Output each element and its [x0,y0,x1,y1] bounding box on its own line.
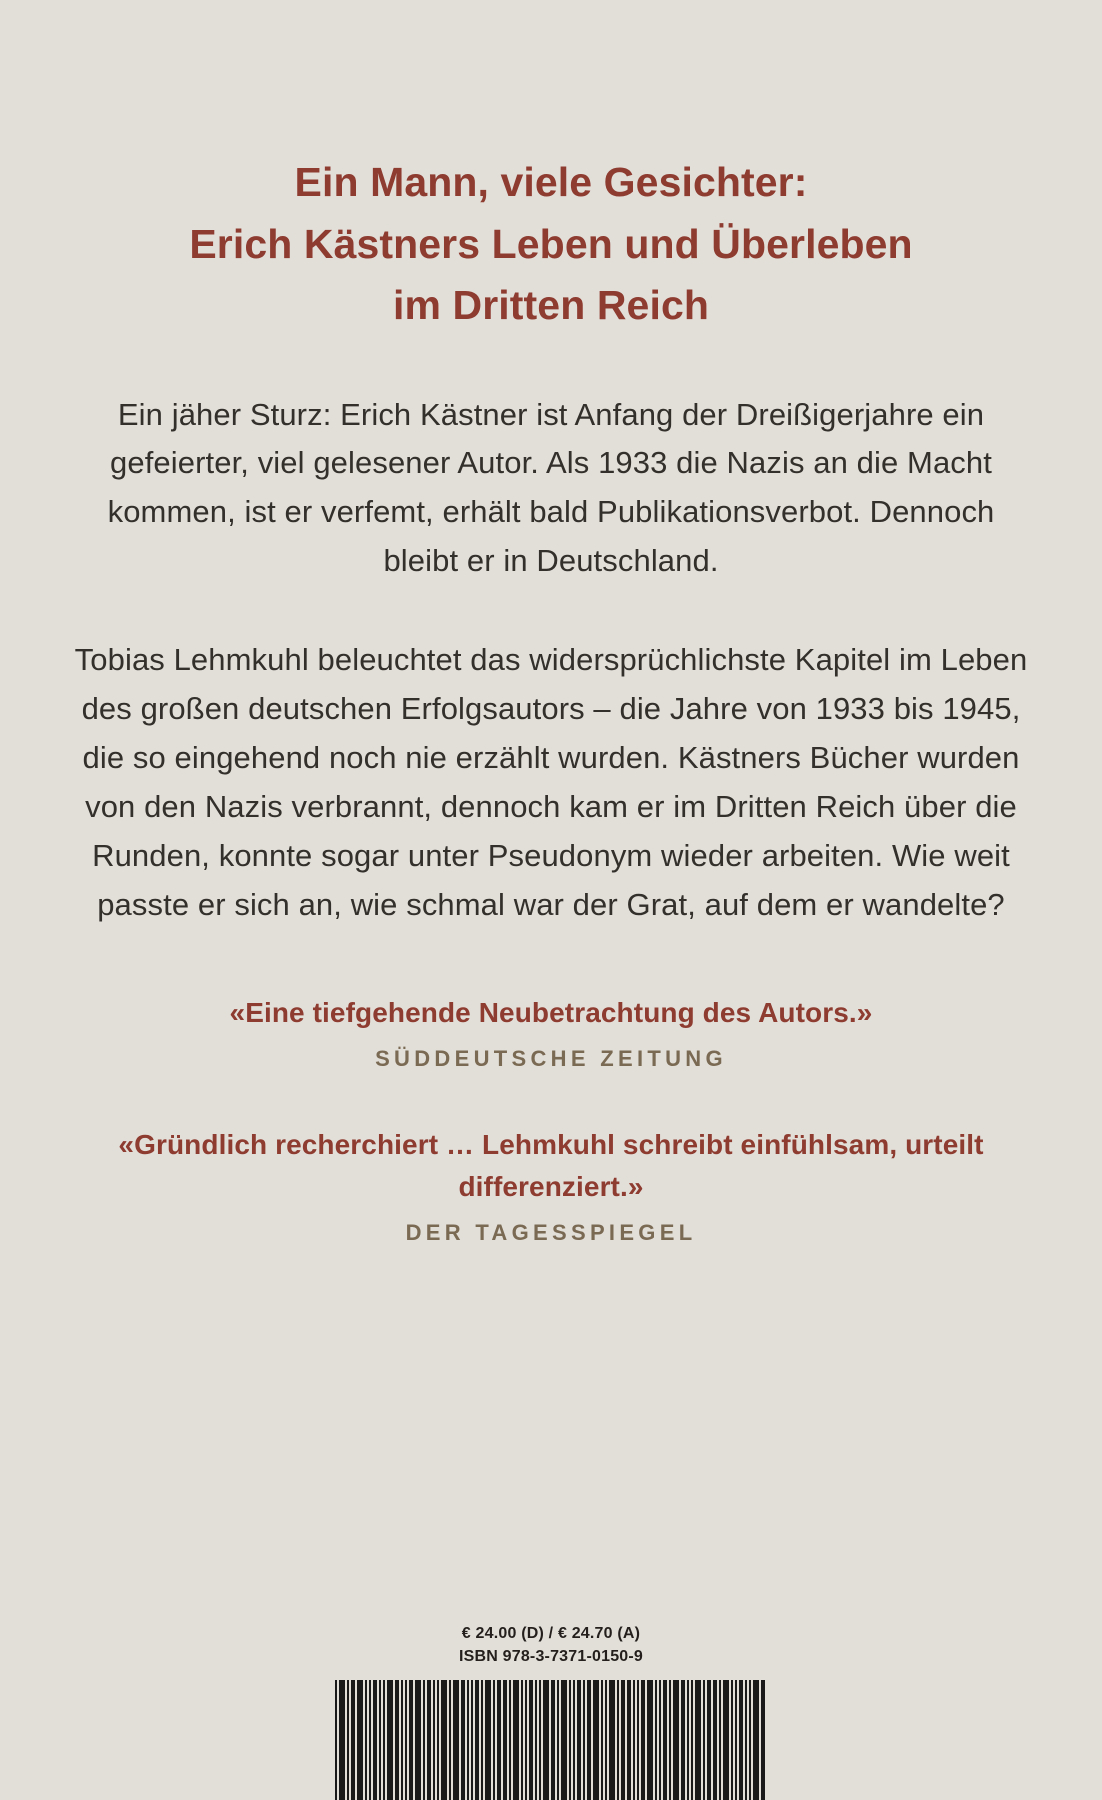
blurb-text [68,391,1034,931]
ean-13-barcode [335,1680,767,1800]
title-line-1: Ein Mann, viele Gesichter: [294,159,808,205]
cover-footer [0,1625,1102,1800]
title-line-2: Erich Kästners Leben und Überleben [189,220,913,267]
title-line-3: im Dritten Reich [393,282,709,328]
blurb-paragraph-lead: Ein jäher Sturz: Erich Kästner ist Anfang der Dreißigerjahre ein gefeierter, viel gelesener Autor. Als 1933 die Nazis an die Macht kommen, ist er verfemt, erhält bald Publikationsverbot. Dennoch bleibt er in Deutschland. [107,396,995,579]
blurb-paragraph-main: Tobias Lehmkuhl beleuchtet das widersprüchlichste Kapitel im Leben des großen deutschen Erfolgsautors – die Jahre von 1933 bis 1945, die so eingehend noch nie erzählt wurden. Kästners Bücher wurden von den Nazis verbrannt, dennoch kam er im Dritten Reich über die Runden, konnte sogar unter Pseudonym wieder arbeiten. Wie weit passte er sich an, wie schmal war der Grat, auf dem er wandelte? [74,642,1028,923]
review-quote-2 [68,1124,1034,1246]
review-quote-1 [68,992,1034,1072]
quote-text: «Gründlich recherchiert … Lehmkuhl schreibt einfühlsam, urteilt differenziert.» [118,1129,984,1203]
quote-source: DER TAGESSPIEGEL [405,1220,697,1246]
price-label: € 24.00 (D) / € 24.70 (A) [461,1625,641,1642]
barcode-container [0,1680,1102,1800]
isbn-label: ISBN 978-3-7371-0150-9 [458,1648,644,1665]
quote-text: «Eine tiefgehende Neubetrachtung des Autors.» [229,997,873,1029]
page-title [68,0,1034,337]
quote-source: SÜDDEUTSCHE ZEITUNG [375,1046,727,1072]
